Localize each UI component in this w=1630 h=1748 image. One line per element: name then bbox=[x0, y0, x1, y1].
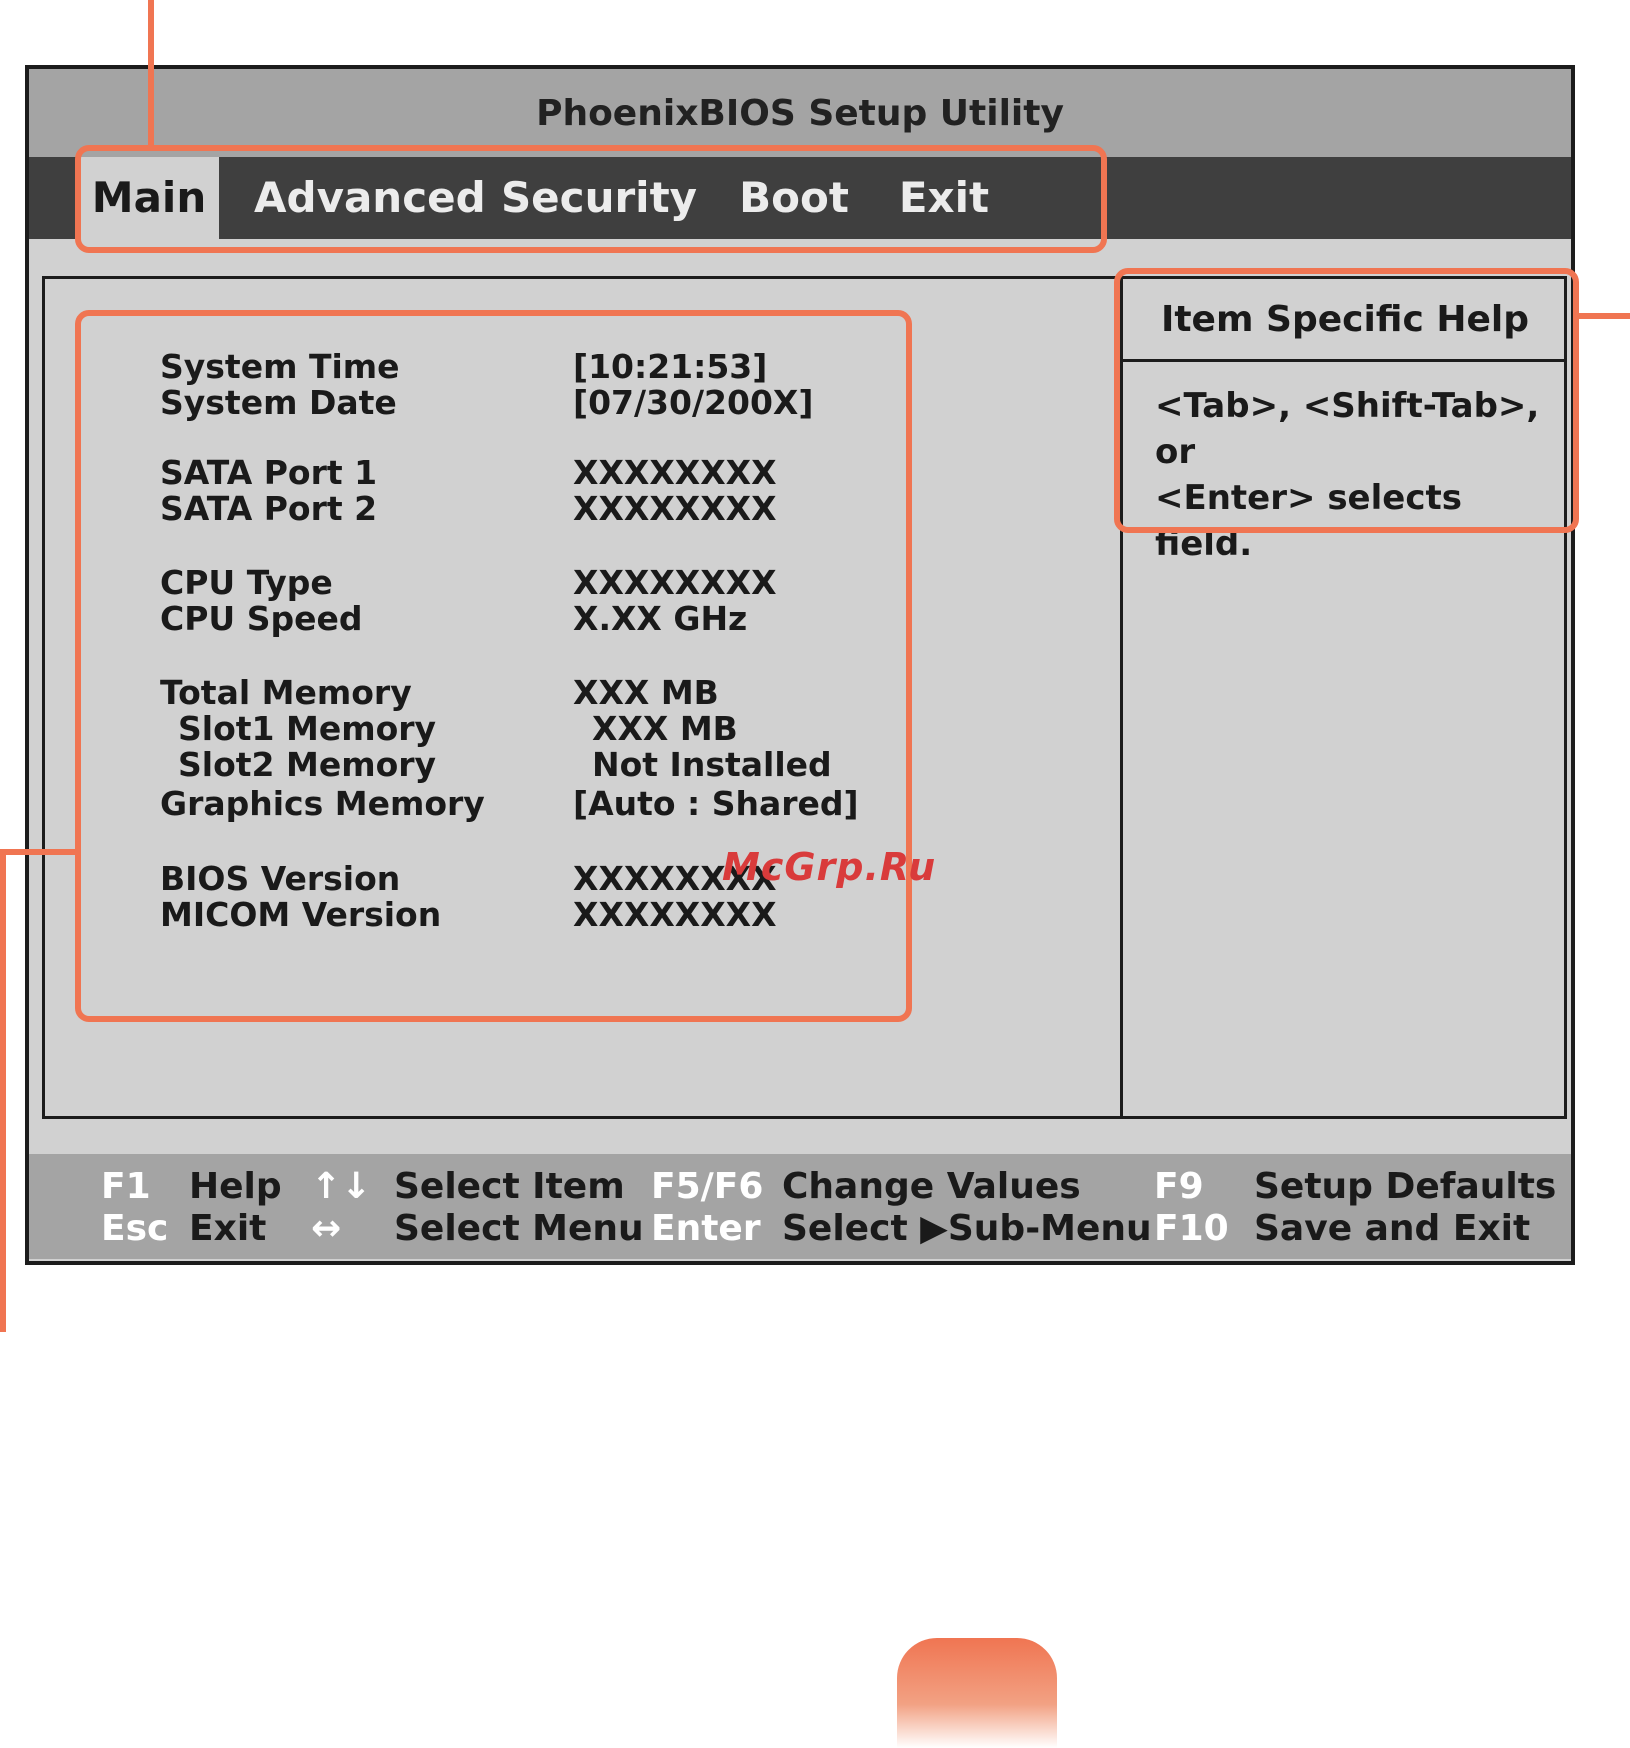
save-and-exit-label: Save and Exit bbox=[1254, 1208, 1531, 1249]
bios-version-label: BIOS Version bbox=[160, 859, 401, 898]
graphics-memory-label: Graphics Memory bbox=[160, 784, 485, 823]
system-date-value[interactable]: [07/30/200X] bbox=[573, 383, 814, 422]
tab-main[interactable]: Main bbox=[79, 157, 219, 239]
menu-callout-leader bbox=[148, 0, 154, 148]
f10-key: F10 bbox=[1154, 1208, 1229, 1249]
slot2-memory-value: Not Installed bbox=[592, 745, 832, 784]
help-line-2: <Enter> selects field. bbox=[1155, 478, 1462, 564]
slot1-memory-label: Slot1 Memory bbox=[178, 709, 437, 748]
setup-defaults-label: Setup Defaults bbox=[1254, 1166, 1557, 1207]
settings-callout-leader-h bbox=[0, 849, 78, 855]
change-values-label: Change Values bbox=[782, 1166, 1081, 1207]
total-memory-value: XXX MB bbox=[573, 673, 719, 712]
sata-port-2-label: SATA Port 2 bbox=[160, 489, 378, 528]
menu-tabs-callout bbox=[75, 145, 1107, 253]
cpu-speed-label: CPU Speed bbox=[160, 599, 363, 638]
settings-callout-leader-v bbox=[0, 849, 6, 1332]
cpu-type-value: XXXXXXXX bbox=[573, 563, 777, 602]
f5-f6-key: F5/F6 bbox=[651, 1166, 764, 1207]
f9-key: F9 bbox=[1154, 1166, 1204, 1207]
f1-help-label: Help bbox=[189, 1166, 282, 1207]
select-item-label: Select Item bbox=[394, 1166, 625, 1207]
item-specific-help-title: Item Specific Help bbox=[1160, 298, 1530, 340]
system-time-label: System Time bbox=[160, 347, 400, 386]
status-bar bbox=[29, 1154, 1571, 1259]
tab-advanced[interactable]: Advanced bbox=[254, 173, 486, 222]
system-time-value[interactable]: [10:21:53] bbox=[573, 347, 768, 386]
tab-security[interactable]: Security bbox=[500, 173, 698, 222]
bios-title: PhoenixBIOS Setup Utility bbox=[29, 69, 1571, 157]
settings-callout bbox=[75, 310, 912, 1022]
cpu-speed-value: X.XX GHz bbox=[573, 599, 748, 638]
help-callout bbox=[1114, 268, 1579, 533]
tab-exit[interactable]: Exit bbox=[898, 173, 990, 222]
sata-port-2-value: XXXXXXXX bbox=[573, 489, 777, 528]
watermark-text: McGrp.Ru bbox=[722, 845, 937, 889]
tab-boot[interactable]: Boot bbox=[739, 173, 849, 222]
slot2-memory-label: Slot2 Memory bbox=[178, 745, 437, 784]
esc-exit-label: Exit bbox=[189, 1208, 267, 1249]
system-date-label: System Date bbox=[160, 383, 397, 422]
f1-key: F1 bbox=[101, 1166, 151, 1207]
select-menu-label: Select Menu bbox=[394, 1208, 644, 1249]
select-submenu-label: Select ▶Sub-Menu bbox=[782, 1208, 1152, 1249]
esc-key: Esc bbox=[101, 1208, 169, 1249]
bios-version-value: XXXXXXXX bbox=[573, 859, 777, 898]
sata-port-1-label: SATA Port 1 bbox=[160, 453, 378, 492]
page-tab bbox=[897, 1638, 1057, 1748]
help-callout-leader bbox=[1576, 313, 1630, 319]
slot1-memory-value: XXX MB bbox=[592, 709, 738, 748]
enter-key: Enter bbox=[651, 1208, 761, 1249]
up-down-arrow-icon: ↑↓ bbox=[311, 1166, 372, 1207]
help-line-1: <Tab>, <Shift-Tab>, or bbox=[1155, 386, 1540, 472]
total-memory-label: Total Memory bbox=[160, 673, 412, 712]
left-right-arrow-icon: ↔ bbox=[311, 1208, 342, 1249]
micom-version-value: XXXXXXXX bbox=[573, 895, 777, 934]
graphics-memory-value[interactable]: [Auto : Shared] bbox=[573, 784, 859, 823]
micom-version-label: MICOM Version bbox=[160, 895, 442, 934]
cpu-type-label: CPU Type bbox=[160, 563, 333, 602]
sata-port-1-value: XXXXXXXX bbox=[573, 453, 777, 492]
